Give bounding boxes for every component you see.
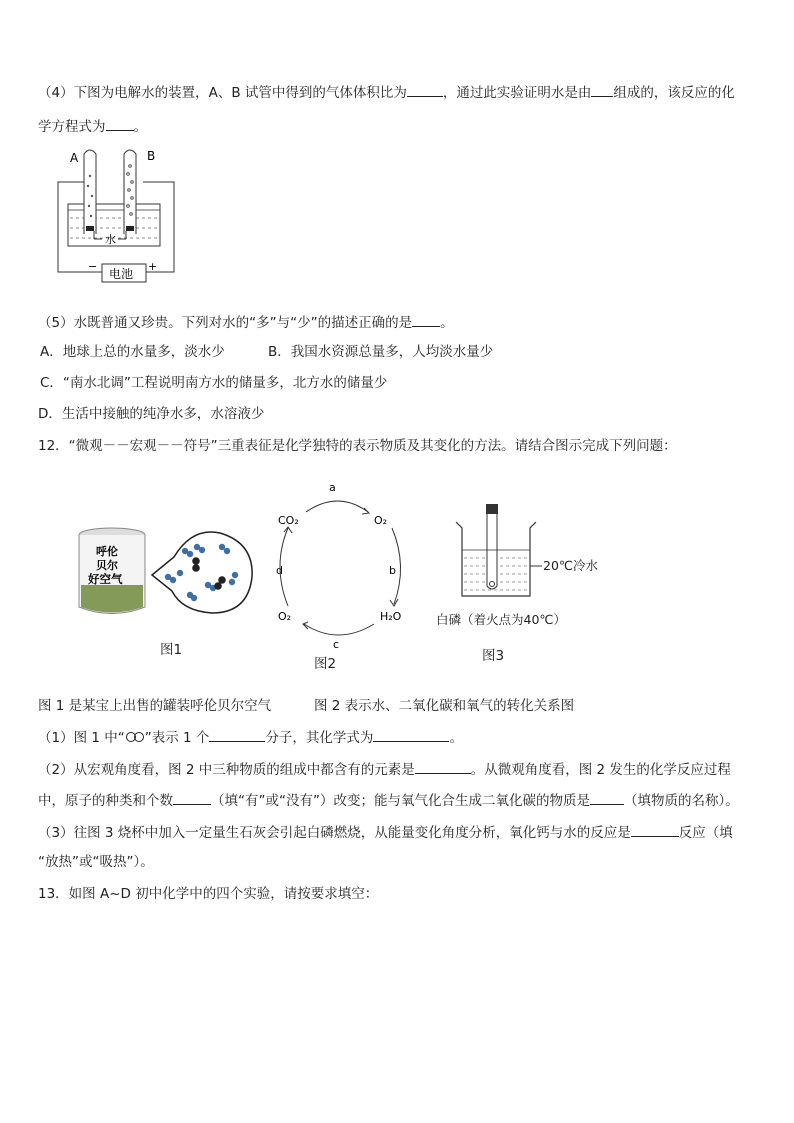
option-a-text: A．地球上总的水量多，淡水少 <box>40 344 225 360</box>
q12-part-3-line2 <box>38 852 154 872</box>
figure-2-cycle-diagram <box>268 476 418 671</box>
tube-label-b: B <box>147 149 156 163</box>
q11-4-text-c: 组成的，该反应的化 <box>613 85 735 101</box>
q12-stem-text: 12．“微观－－宏观－－符号”三重表征是化学独特的表示物质及其变化的方法。请结合图示完成下列问题： <box>38 438 677 454</box>
q11-5-stem-text: （5）水既普通又珍贵。下列对水的“多”与“少”的描述正确的是 <box>38 315 413 331</box>
wire-right <box>143 182 174 272</box>
q11-4-text-e: 。 <box>133 119 147 135</box>
answer-blank[interactable] <box>415 759 471 774</box>
answer-blank[interactable] <box>407 82 443 97</box>
q11-5-stem <box>38 312 454 333</box>
q12-figure-desc-2 <box>314 696 574 716</box>
p1-text-c: 分子，其化学式为 <box>265 730 374 746</box>
q11-4-line1 <box>38 82 735 103</box>
q12-stem <box>38 436 677 456</box>
water-label: 水 <box>105 233 116 246</box>
option-c-text: C．“南水北调”工程说明南方水的储量多，北方水的储量少 <box>40 375 388 391</box>
figure-3-caption <box>482 646 504 666</box>
node-h2o: H₂O <box>380 610 402 623</box>
p3-text-c: “放热”或“吸热”）。 <box>38 854 154 870</box>
electrode-a <box>86 226 94 231</box>
q12-part-1 <box>38 727 463 748</box>
p1-text-d: 。 <box>449 730 463 746</box>
arrow-label-b: b <box>389 564 396 577</box>
can-text-2: 贝尔 <box>96 559 118 572</box>
q11-5-option-d[interactable] <box>38 404 264 424</box>
battery-minus: − <box>88 260 98 273</box>
q11-4-text-d: 学方程式为 <box>38 119 106 135</box>
electrolysis-apparatus-figure <box>50 142 185 292</box>
node-o2-bottom: O₂ <box>278 610 292 623</box>
q11-5-option-b[interactable] <box>268 342 493 362</box>
answer-blank[interactable] <box>209 727 265 742</box>
p2-text-e: （填物质的名称）。 <box>623 793 739 809</box>
q11-4-line2 <box>38 116 147 137</box>
q11-4-text-a: （4）下图为电解水的装置，A、B 试管中得到的气体体积比为 <box>38 85 407 101</box>
answer-blank[interactable] <box>412 312 440 327</box>
arrow-label-a: a <box>329 481 336 494</box>
test-tube-b <box>124 150 136 234</box>
p2-text-d: （填“有”或“没有”）改变；能与氧气化合生成二氧化碳的物质是 <box>211 793 590 809</box>
figure-3-water-label <box>543 556 598 576</box>
p3-text-a: （3）往图 3 烧杯中加入一定量生石灰会引起白磷燃烧，从能量变化角度分析，氧化钙与水的反应是 <box>38 825 631 841</box>
answer-blank[interactable] <box>373 727 449 742</box>
arrow-c <box>304 624 374 635</box>
electrode-b <box>126 226 134 231</box>
answer-blank[interactable] <box>173 790 211 805</box>
p2-text-c: 中，原子的种类和个数 <box>38 793 173 809</box>
figure-1-caption <box>160 640 182 660</box>
zoom-bubble <box>152 532 252 613</box>
fig2-caption-text: 图2 <box>314 656 337 672</box>
q11-5-stem-end: 。 <box>440 315 454 331</box>
arrow-label-c: c <box>333 638 340 651</box>
p1-text-a: （1）图 1 中“ <box>38 730 125 746</box>
answer-blank[interactable] <box>106 116 134 131</box>
answer-blank[interactable] <box>631 822 679 837</box>
q12-part-2-line1 <box>38 759 731 780</box>
q13-stem-text: 13．如图 A~D 初中化学中的四个实验，请按要求填空： <box>38 886 379 902</box>
p1-text-b: ”表示 1 个 <box>144 730 210 746</box>
test-tube-a <box>84 150 96 234</box>
water-label-text: 20℃冷水 <box>543 558 598 573</box>
arrow-label-d: d <box>276 564 283 577</box>
figure-3-beaker <box>450 500 590 608</box>
phosphorus-label-text: 白磷（着火点为40℃） <box>436 612 566 627</box>
tube-label-a: A <box>70 151 79 165</box>
arrow-a <box>306 501 368 512</box>
q12-figure-desc-1 <box>38 696 271 716</box>
desc-b-text: 图 2 表示水、二氧化碳和氧气的转化关系图 <box>314 698 575 714</box>
test-tube <box>487 514 497 589</box>
figure-2-caption <box>314 654 336 674</box>
molecule-icon <box>125 731 145 743</box>
option-d-text: D．生活中接触的纯净水多，水溶液少 <box>38 406 265 422</box>
p2-text-a: （2）从宏观角度看，图 2 中三种物质的组成中都含有的元素是 <box>38 762 415 778</box>
q13-stem <box>38 884 378 904</box>
q11-4-text-b: ，通过此实验证明水是由 <box>442 85 592 101</box>
p3-text-b: 反应（填 <box>678 825 733 841</box>
node-co2: CO₂ <box>278 514 299 527</box>
q11-5-option-a[interactable] <box>40 342 225 362</box>
fig3-caption-text: 图3 <box>482 648 505 664</box>
q12-part-2-line2 <box>38 790 739 811</box>
q12-part-3-line1 <box>38 822 733 843</box>
answer-blank[interactable] <box>591 82 613 97</box>
stopper <box>486 504 498 514</box>
can-text-3: 好空气 <box>88 572 123 586</box>
p2-text-b: 。从微观角度看，图 2 发生的化学反应过程 <box>470 762 731 778</box>
answer-blank[interactable] <box>590 790 624 805</box>
battery-label: 电池 <box>109 267 134 281</box>
desc-a-text: 图 1 是某宝上出售的罐装呼伦贝尔空气 <box>38 698 272 714</box>
fig1-caption-text: 图1 <box>160 642 183 658</box>
option-b-text: B．我国水资源总量多，人均淡水量少 <box>268 344 494 360</box>
node-o2-top: O₂ <box>374 514 388 527</box>
battery-plus: + <box>148 260 158 273</box>
figure-3-phosphorus-label <box>436 610 566 630</box>
q11-5-option-c[interactable] <box>40 373 387 393</box>
can-text-1: 呼伦 <box>96 545 118 558</box>
